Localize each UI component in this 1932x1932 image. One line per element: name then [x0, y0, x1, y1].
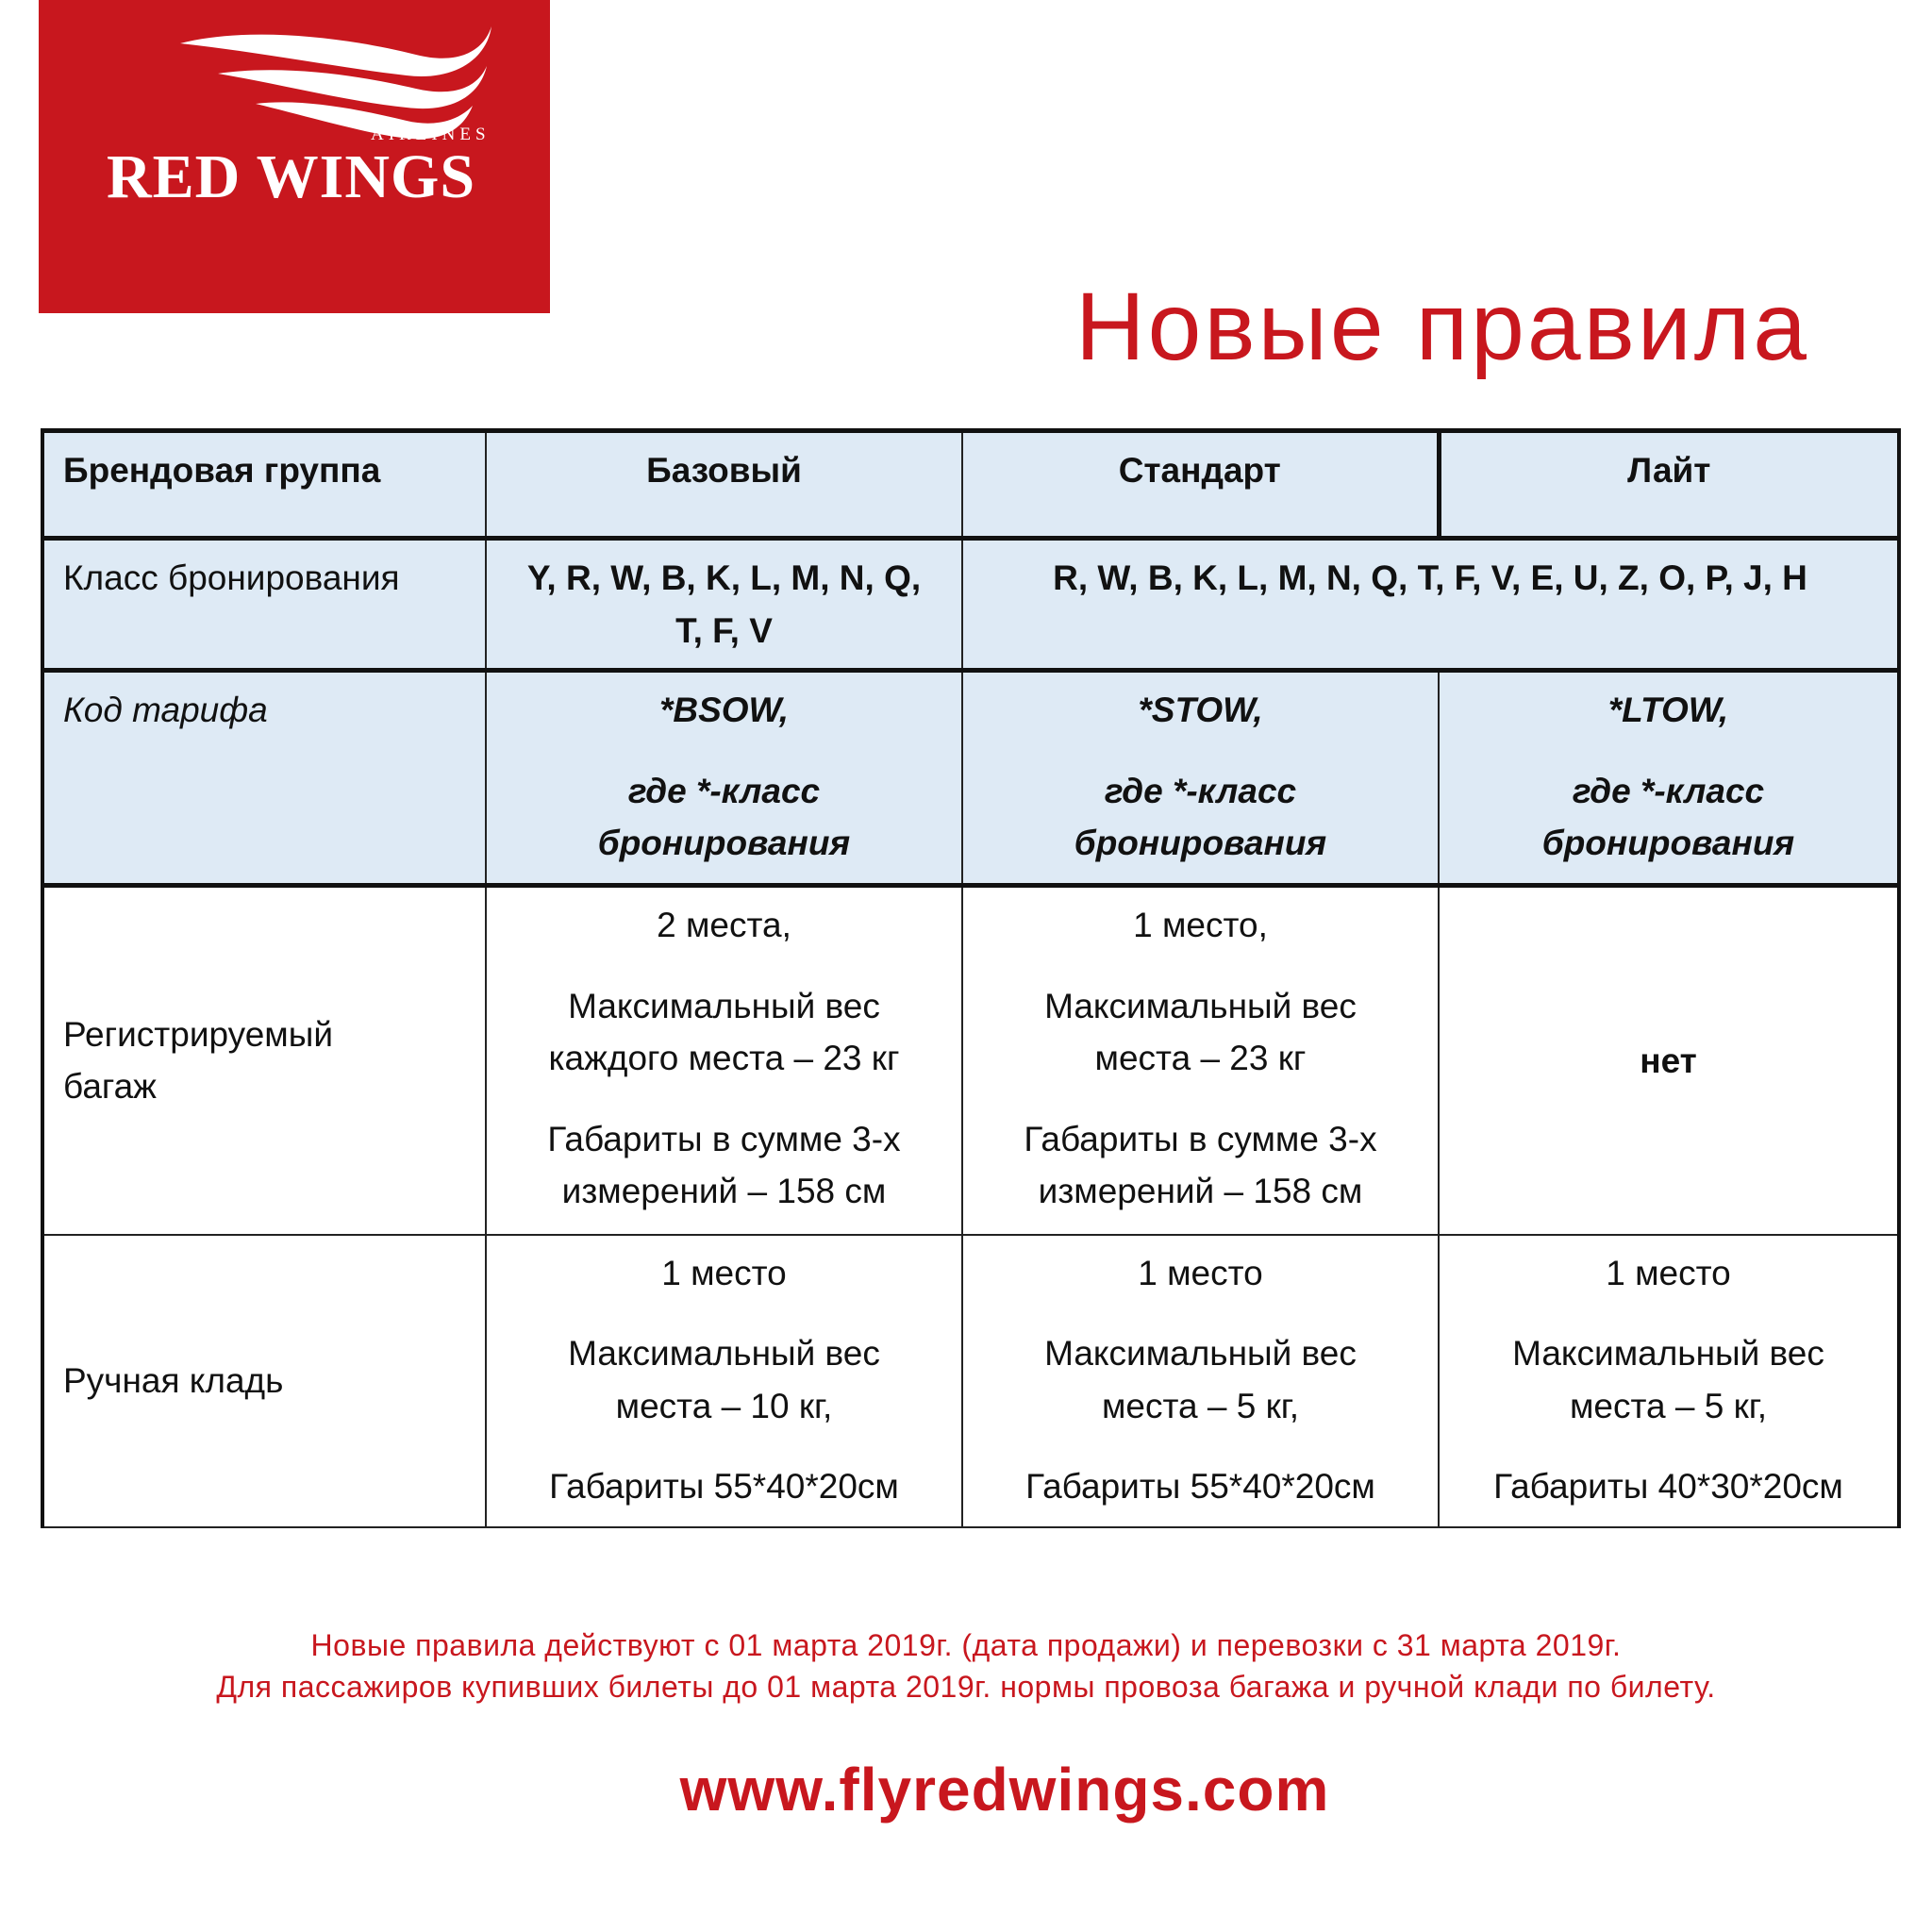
checked-baggage-label-line1: Регистрируемый — [63, 1014, 334, 1054]
checked-baggage-base-size1: Габариты в сумме 3-х — [547, 1119, 901, 1158]
checked-baggage-base-weight1: Максимальный вес — [568, 986, 880, 1025]
fare-code-base-value: *BSOW, — [658, 691, 790, 729]
hand-luggage-light-pieces: 1 место — [1606, 1253, 1731, 1292]
hand-luggage-light-size: Габариты 40*30*20см — [1493, 1467, 1843, 1506]
checked-baggage-standard — [962, 886, 1439, 1235]
fare-code-light-note1: где *-класс — [1572, 771, 1765, 810]
fare-code-base-note1: где *-класс — [627, 771, 821, 810]
red-wings-logo — [39, 0, 550, 313]
checked-baggage-standard-size1: Габариты в сумме 3-х — [1024, 1119, 1377, 1158]
table-row-hand-luggage — [42, 1235, 1899, 1527]
fare-code-light — [1439, 671, 1899, 886]
checked-baggage-standard-pieces: 1 место, — [1133, 906, 1268, 944]
hand-luggage-base-size: Габариты 55*40*20см — [549, 1467, 899, 1506]
hand-luggage-standard-weight2: места – 5 кг, — [1101, 1386, 1300, 1425]
hand-luggage-light-weight2: места – 5 кг, — [1569, 1386, 1768, 1425]
checked-baggage-base-pieces: 2 места, — [657, 906, 791, 944]
hand-luggage-base-pieces: 1 место — [661, 1253, 787, 1292]
checked-baggage-label-line2: багаж — [63, 1067, 157, 1107]
booking-class-base — [486, 539, 962, 671]
booking-class-standard-light: R, W, B, K, L, M, N, Q, T, F, V, E, U, Z, O, P, J, H — [962, 539, 1899, 671]
website-link[interactable]: www.flyredwings.com — [679, 1756, 1330, 1824]
table-row-brand-group — [42, 431, 1899, 539]
fare-code-standard-value: *STOW, — [1138, 691, 1263, 729]
checked-baggage-standard-weight1: Максимальный вес — [1044, 986, 1357, 1025]
hand-luggage-base-weight1: Максимальный вес — [568, 1334, 880, 1373]
checked-baggage-standard-weight2: места – 23 кг — [1094, 1039, 1307, 1077]
rules-notes — [0, 1624, 1932, 1707]
hand-luggage-base-weight2: места – 10 кг, — [615, 1386, 833, 1425]
logo-airlines-text: AIRLINES — [371, 125, 491, 144]
fare-code-light-value: *LTOW, — [1607, 691, 1729, 729]
checked-baggage-base-weight2: каждого места – 23 кг — [548, 1039, 900, 1077]
notes-line-1: Новые правила действуют с 01 марта 2019г. (дата продажи) и перевозки с 31 марта 2019г. — [310, 1628, 1622, 1662]
hand-luggage-standard — [962, 1235, 1439, 1527]
fare-code-base — [486, 671, 962, 886]
page-title: Новые правила — [1074, 273, 1809, 380]
checked-baggage-base — [486, 886, 962, 1235]
fare-code-standard-note2: бронирования — [1074, 824, 1327, 862]
table-row-booking-class — [42, 539, 1899, 671]
table-row-fare-code — [42, 671, 1899, 886]
brand-standard-header: Стандарт — [962, 431, 1439, 539]
booking-class-base-line1: Y, R, W, B, K, L, M, N, Q, — [526, 558, 922, 597]
hand-luggage-base — [486, 1235, 962, 1527]
fare-code-base-note2: бронирования — [597, 824, 851, 862]
brand-group-label: Брендовая группа — [42, 431, 486, 539]
fare-code-standard-note1: где *-класс — [1104, 771, 1297, 810]
baggage-rules-table — [41, 428, 1901, 1528]
booking-class-base-line2: T, F, V — [675, 610, 773, 650]
fare-code-standard — [962, 671, 1439, 886]
hand-luggage-standard-weight1: Максимальный вес — [1044, 1334, 1357, 1373]
hand-luggage-label: Ручная кладь — [42, 1235, 486, 1527]
notes-line-2: Для пассажиров купивших билеты до 01 марта 2019г. нормы провоза багажа и ручной клади по билету. — [216, 1670, 1716, 1704]
checked-baggage-standard-size2: измерений – 158 см — [1038, 1172, 1363, 1210]
brand-light-header: Лайт — [1439, 431, 1899, 539]
fare-code-light-note2: бронирования — [1541, 824, 1795, 862]
table-row-checked-baggage — [42, 886, 1899, 1235]
checked-baggage-label — [42, 886, 486, 1235]
checked-baggage-light: нет — [1439, 886, 1899, 1235]
logo-brand-name: RED WINGS — [107, 142, 476, 211]
brand-base-header: Базовый — [486, 431, 962, 539]
hand-luggage-standard-size: Габариты 55*40*20см — [1025, 1467, 1375, 1506]
checked-baggage-base-size2: измерений – 158 см — [561, 1172, 887, 1210]
fare-code-label: Код тарифа — [42, 671, 486, 886]
hand-luggage-light — [1439, 1235, 1899, 1527]
hand-luggage-light-weight1: Максимальный вес — [1512, 1334, 1824, 1373]
hand-luggage-standard-pieces: 1 место — [1138, 1253, 1263, 1292]
booking-class-label: Класс бронирования — [42, 539, 486, 671]
